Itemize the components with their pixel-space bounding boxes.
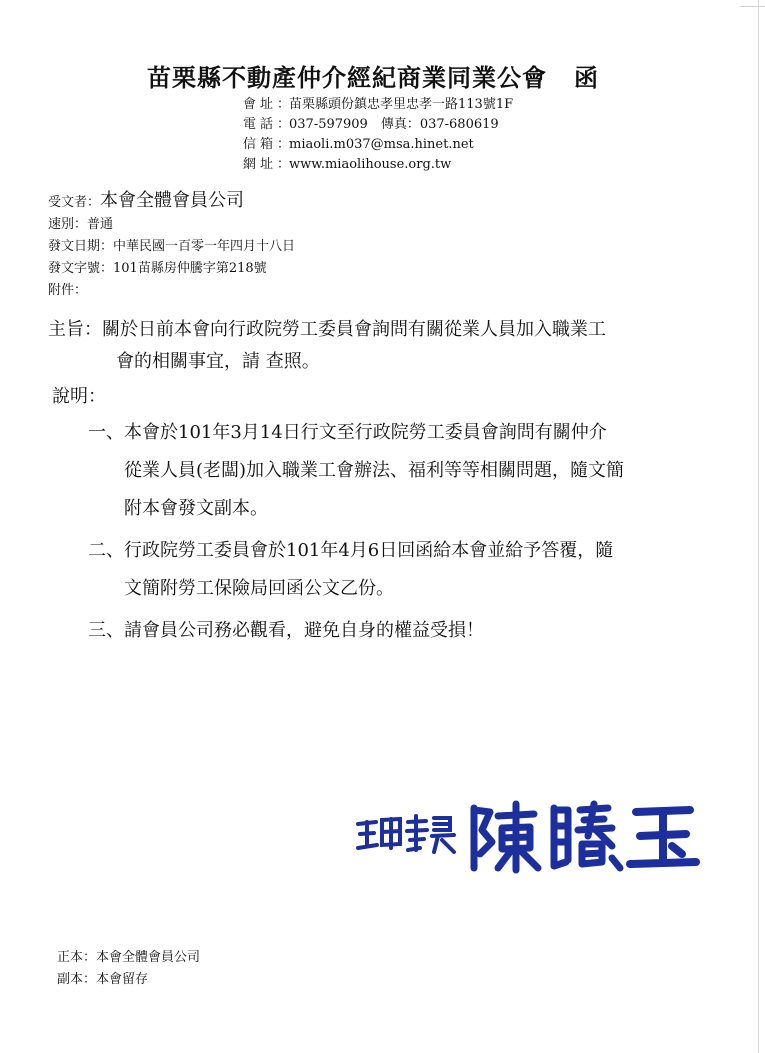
contact-value: miaoli.m037@msa.hinet.net [289,137,474,152]
item-line: 文簡附勞工保險局回函公文乙份。 [124,578,394,599]
given-name-glyph-2 [630,810,696,864]
contact-website [243,155,513,175]
date-label: 發文日期： [48,239,114,254]
explanation-list [88,414,708,650]
attachment-label: 附件： [48,283,88,298]
item-line: 從業人員(老闆)加入職業工會辦法、福利等等相關問題，隨文簡 [124,460,625,481]
original-value: 本會全體會員公司 [96,950,201,965]
contact-address [243,95,513,115]
date-row [48,236,295,258]
contact-block [243,95,513,175]
subject-text: 關於日前本會向行政院勞工委員會詢問有關從業人員加入職業工 [102,319,606,340]
item-line: 一、本會於101年3月14日行文至行政院勞工委員會詢問有關仲介 [88,422,607,443]
organization-title: 苗栗縣不動產仲介經紀商業同業公會 [147,63,547,92]
speed-row [48,214,295,236]
recipient-row [48,188,295,214]
recipient-value: 本會全體會員公司 [100,190,245,211]
subject-line [48,315,708,345]
explanation-heading: 說明： [52,386,106,407]
document-meta [48,188,295,302]
page-edge [758,0,759,1053]
speed-label: 速別： [48,217,88,232]
contact-value: 037-597909 傳真：037-680619 [289,117,499,132]
item-line: 三、請會員公司務必觀看，避免自身的權益受損！ [88,620,484,641]
signature-seal [350,796,710,876]
original-label: 正本： [57,950,97,965]
list-item [88,612,708,650]
copy-recipient-row [57,969,200,991]
contact-value: 苗栗縣頭份鎮忠孝里忠孝一路113號1F [289,97,514,112]
reference-value: 101苗縣房仲騰字第218號 [113,261,267,276]
subject-block [48,315,708,377]
copy-value: 本會留存 [96,972,149,987]
contact-email [243,135,513,155]
contact-label: 電話： [243,117,295,132]
page-edge-top [740,6,765,7]
speed-value: 普通 [87,217,114,232]
reference-label: 發文字號： [48,261,114,276]
date-value: 中華民國一百零一年四月十八日 [113,239,296,254]
original-recipient-row [57,947,200,969]
subject-line-continued: 會的相關事宜，請 查照。 [116,351,320,372]
item-line: 附本會發文副本。 [124,498,268,519]
contact-phone [243,115,513,135]
contact-label: 網址： [243,157,295,172]
distribution-list [57,947,200,991]
attachment-row [48,280,295,302]
contact-value: www.miaolihouse.org.tw [289,157,452,172]
reference-row [48,258,295,280]
title-glyphs [358,816,454,852]
copy-label: 副本： [57,972,97,987]
list-item [88,414,708,528]
contact-label: 信箱： [243,137,295,152]
surname-glyph [474,804,538,870]
contact-label: 會址： [243,97,295,112]
list-item [88,532,708,608]
item-line: 二、行政院勞工委員會於101年4月6日回函給本會並給予答覆，隨 [88,540,614,561]
document-type: 函 [574,63,598,92]
subject-label: 主旨： [48,319,102,340]
chairman-signature [350,796,710,876]
recipient-label: 受文者： [48,195,101,210]
given-name-glyph-1 [554,804,620,868]
letterhead [0,58,765,92]
